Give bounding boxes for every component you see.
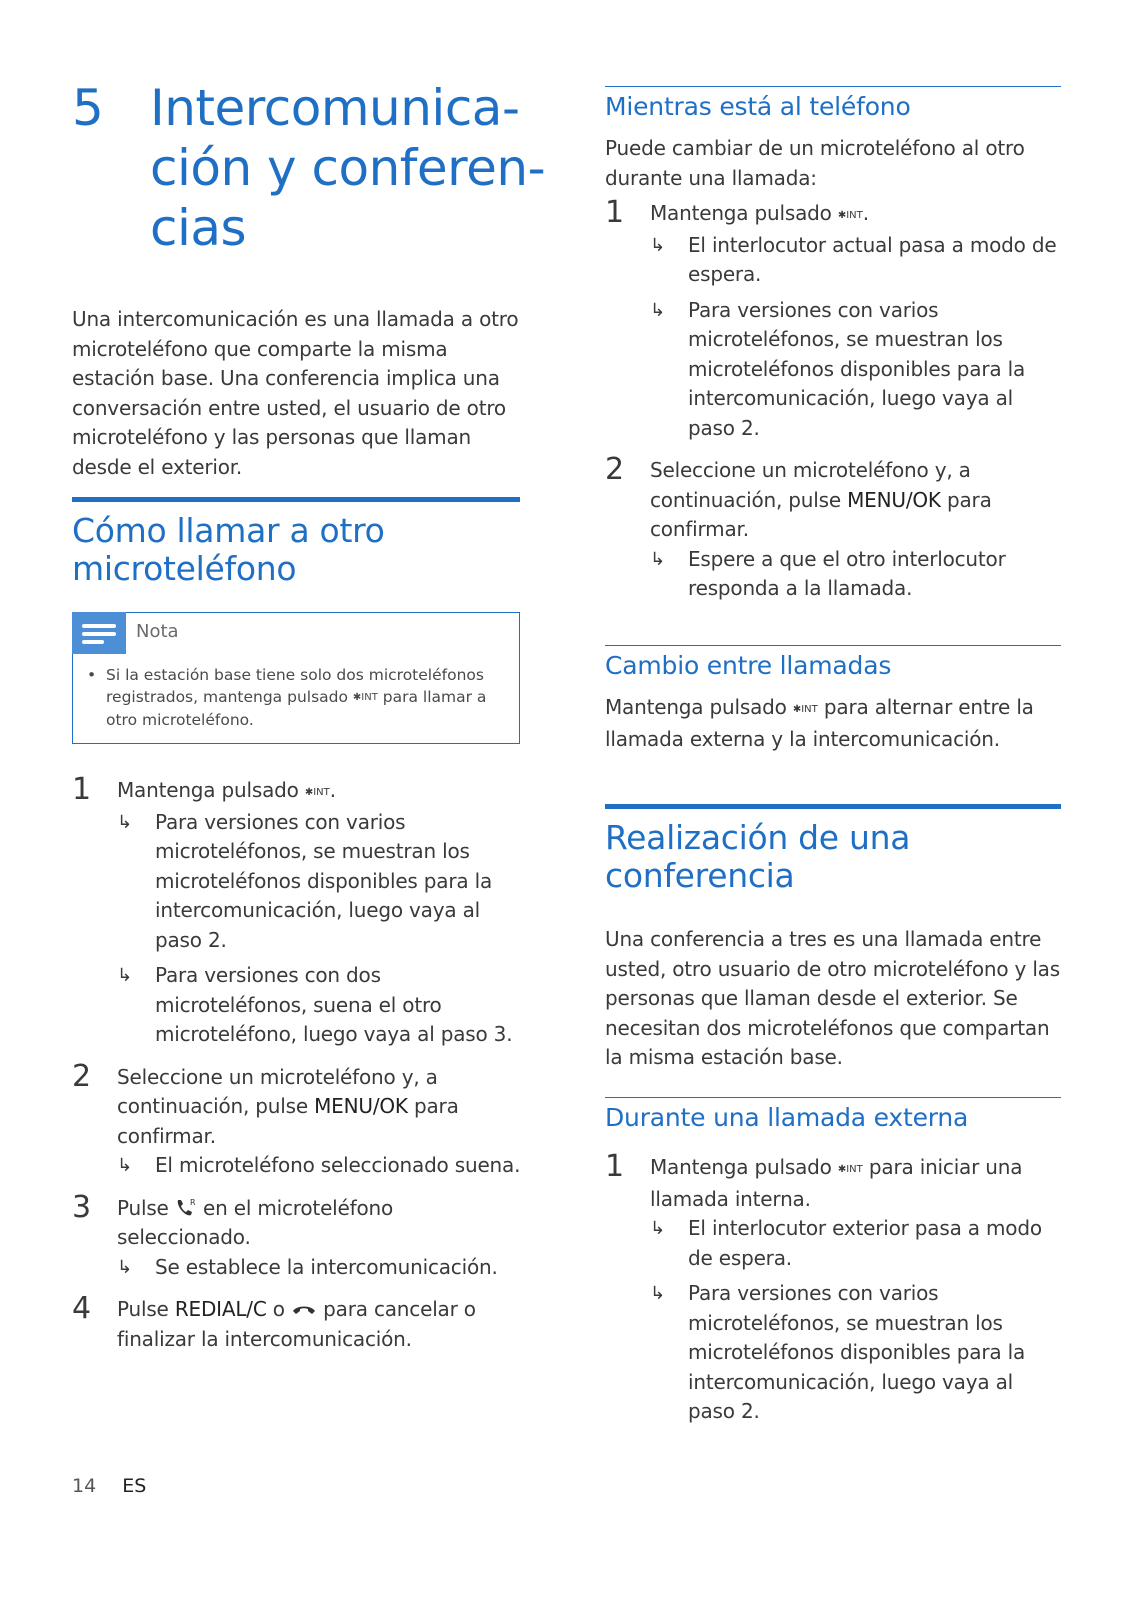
step-result: ↳ Para versiones con dos microteléfonos, suena el otro microteléfono, luego vaya al paso 3. xyxy=(117,963,513,1046)
step-4: 4 Pulse REDIAL/C o para cancelar o finalizar la intercomunicación. xyxy=(72,1291,476,1351)
result-arrow-icon: ↳ xyxy=(650,1218,665,1239)
result-arrow-icon: ↳ xyxy=(650,299,665,321)
note-text: • Si la estación base tiene solo dos microteléfonos registrados, mantenga pulsado ✱INT para llamar a otro microteléfono. xyxy=(87,666,487,729)
step-1: 1 Mantenga pulsado ✱INT. ↳ Para versiones con varios microteléfonos, se muestran los microteléfonos disponibles para la intercomunicación, luego vaya al paso 2. ↳ Para versiones con dos microteléfonos, suena el otro microteléfono, luego vaya al paso 3. xyxy=(72,776,524,1050)
phone-end-icon xyxy=(291,1302,317,1316)
svg-text:R: R xyxy=(189,1197,196,1207)
result-arrow-icon: ↳ xyxy=(117,811,132,833)
note-label: Nota xyxy=(136,621,179,642)
page-number: 14 xyxy=(72,1475,97,1497)
int-key-icon: ✱INT xyxy=(304,787,330,798)
result-arrow-icon: ↳ xyxy=(117,1256,132,1278)
step-1: 1 Mantenga pulsado ✱INT para iniciar una llamada interna. ↳ El interlocutor exterior pasa a modo de espera. ↳ Para versiones con varios microteléfonos, se muestran los microteléfonos disponibles para la intercomunicación, luego vaya al paso 2. xyxy=(605,1153,1061,1427)
step-result: ↳ El interlocutor actual pasa a modo de espera. xyxy=(650,232,1057,286)
step-result: ↳ Para versiones con varios microteléfonos, se muestran los microteléfonos disponibles para la intercomunicación, luego vaya al paso 2. xyxy=(650,297,1025,440)
result-arrow-icon: ↳ xyxy=(650,548,665,570)
while-steps xyxy=(605,195,1061,604)
section-rule xyxy=(72,497,520,502)
step-1: 1 Mantenga pulsado ✱INT. ↳ El interlocutor actual pasa a modo de espera. ↳ Para versiones con varios microteléfonos, se muestran los microteléfonos disponibles para la intercomunicación, luego vaya al paso 2. xyxy=(605,199,1061,443)
step-2: 2 Seleccione un microteléfono y, a continuación, pulse MENU/OK para confirmar. ↳ Espere a que el otro interlocutor responda a la llamada. xyxy=(605,456,1061,604)
result-arrow-icon: ↳ xyxy=(650,1283,665,1304)
page-footer xyxy=(72,1475,146,1497)
step-result: ↳ Se establece la intercomunicación. xyxy=(117,1253,524,1283)
step-result: ↳ El interlocutor exterior pasa a modo de espera. xyxy=(650,1216,1042,1270)
language-code: ES xyxy=(122,1475,147,1497)
section-heading: Mientras está al teléfono xyxy=(605,92,911,121)
step-3: 3 Pulse R en el microteléfono seleccionado. ↳ Se establece la intercomunicación. xyxy=(72,1194,524,1283)
step-result: ↳ Espere a que el otro interlocutor responda a la llamada. xyxy=(650,546,1006,600)
note-box xyxy=(72,612,520,744)
result-arrow-icon: ↳ xyxy=(650,234,665,256)
section-while-on-phone xyxy=(605,86,1061,604)
section-heading: Durante una llamada externa xyxy=(605,1103,969,1132)
section-call-other-handset xyxy=(72,497,520,744)
section-text: Mantenga pulsado ✱INT para alternar entre la llamada externa y la intercomunicación. xyxy=(605,695,1034,751)
section-rule xyxy=(605,1097,1061,1098)
result-arrow-icon: ↳ xyxy=(117,965,132,986)
chapter-number: 5 xyxy=(72,79,104,137)
section-rule xyxy=(605,804,1061,809)
section-heading: Realización de una conferencia xyxy=(605,818,911,895)
step-result: ↳ El microteléfono seleccionado suena. xyxy=(117,1151,524,1181)
call-steps xyxy=(72,772,524,1354)
section-rule xyxy=(605,86,1061,87)
section-heading: Cómo llamar a otro microteléfono xyxy=(72,511,385,588)
section-switch-calls xyxy=(605,645,1061,754)
section-intro: Puede cambiar de un microteléfono al otro durante una llamada: xyxy=(605,136,1025,190)
int-key-icon: ✱INT xyxy=(792,704,818,715)
section-during-external-call xyxy=(605,1097,1061,1427)
chapter-title-text: Intercomunica- ción y conferen- cias xyxy=(150,79,546,257)
section-heading: Cambio entre llamadas xyxy=(605,651,892,680)
step-result: ↳ Para versiones con varios microteléfonos, se muestran los microteléfonos disponibles para la intercomunicación, luego vaya al paso 2. xyxy=(650,1281,1025,1423)
phone-talk-icon xyxy=(175,1197,197,1217)
int-key-icon: ✱INT xyxy=(837,1164,863,1175)
result-arrow-icon: ↳ xyxy=(117,1155,132,1176)
section-rule xyxy=(605,645,1061,646)
intro-paragraph: Una intercomunicación es una llamada a otro microteléfono que comparte la misma estación base. Una conferencia implica una conversación entre usted, el usuario de otro microteléfono y las personas que llaman desde el exterior. xyxy=(72,307,519,479)
int-key-icon: ✱INT xyxy=(837,210,863,221)
int-key-icon: ✱INT xyxy=(352,692,378,703)
section-conference xyxy=(605,804,1061,1073)
section-intro: Una conferencia a tres es una llamada entre usted, otro usuario de otro microteléfono y las personas que llaman desde el exterior. Se necesitan dos microteléfonos que compartan la misma estación base. xyxy=(605,927,1060,1069)
step-result: ↳ Para versiones con varios microteléfonos, se muestran los microteléfonos disponibles para la intercomunicación, luego vaya al paso 2. xyxy=(117,809,492,952)
step-2: 2 Seleccione un microteléfono y, a continuación, pulse MENU/OK para confirmar. ↳ El microteléfono seleccionado suena. xyxy=(72,1063,524,1181)
note-icon xyxy=(72,612,126,654)
external-steps xyxy=(605,1149,1061,1427)
